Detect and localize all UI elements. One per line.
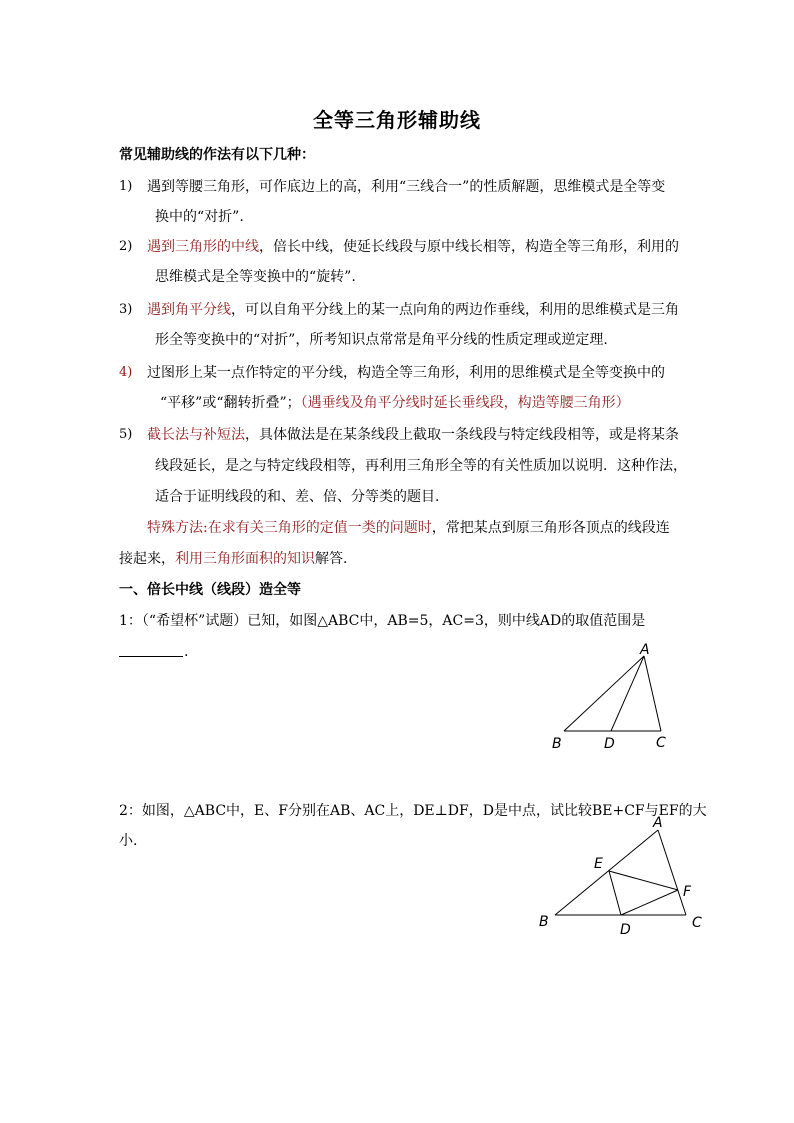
method-1-number: 1) xyxy=(119,179,133,194)
special-method-text-2a: 接起来， xyxy=(119,551,175,567)
fig1-side-ab xyxy=(564,656,644,731)
fig2-segment-ed xyxy=(609,871,621,915)
method-2-highlight: 遇到三角形的中线 xyxy=(147,239,259,255)
method-3-line-1-text: ，可以自角平分线上的某一点向角的两边作垂线，利用的思维模式是三角 xyxy=(231,302,679,318)
fig2-segment-df xyxy=(621,890,678,915)
fig2-label-a: A xyxy=(653,815,663,831)
special-method-line-2 xyxy=(119,549,347,569)
fig2-side-ac xyxy=(658,830,686,915)
fig2-label-e: E xyxy=(594,856,603,872)
fig1-label-a: A xyxy=(640,642,650,658)
page-title: 全等三角形辅助线 xyxy=(313,108,481,132)
method-2-line-1 xyxy=(147,237,679,257)
method-5-number: 5) xyxy=(119,427,133,442)
triangle-figure-2 xyxy=(530,810,710,940)
special-method-line-1 xyxy=(147,518,670,538)
special-method-highlight-1: 在求有关三角形的定值一类的问题时 xyxy=(207,520,432,536)
problem-2-text-line-1: 2：如图，△ABC中，E、F分别在AB、AC上，DE⊥DF，D是中点，试比较BE+CF与EF的大 xyxy=(119,803,707,819)
fig2-label-b: B xyxy=(539,914,549,930)
method-1-line-2: 换中的“对折”. xyxy=(155,209,244,225)
method-5-line-1-text: ，具体做法是在某条线段上截取一条线段与特定线段相等，或是将某条 xyxy=(245,427,679,443)
problem-2-text-line-2: 小. xyxy=(119,833,138,849)
problem-1-text: 1：（“希望杯”试题）已知，如图△ABC中，AB=5，AC=3，则中线AD的取值范围是 xyxy=(119,613,646,629)
fig1-label-b: B xyxy=(552,736,562,752)
fig2-label-c: C xyxy=(692,915,702,931)
fig1-label-d: D xyxy=(604,736,615,752)
special-method-highlight-2: 利用三角形面积的知识 xyxy=(175,551,315,567)
fig2-label-f: F xyxy=(683,884,692,900)
fig2-segment-ef xyxy=(609,871,678,890)
method-4-number: 4) xyxy=(119,365,133,380)
intro-heading: 常见辅助线的作法有以下几种： xyxy=(119,147,315,163)
fig1-side-ac xyxy=(644,656,661,731)
method-4-line-2-text: “平移”或“翻转折叠”； xyxy=(160,395,301,411)
special-method-text-2b: 解答. xyxy=(315,551,348,567)
fig2-label-d: D xyxy=(620,922,631,938)
method-2-line-2: 思维模式是全等变换中的“旋转”. xyxy=(155,269,356,285)
triangle-figure-1 xyxy=(540,640,680,760)
fig1-median-ad xyxy=(611,656,644,731)
method-4-line-1: 过图形上某一点作特定的平分线，构造全等三角形，利用的思维模式是全等变换中的 xyxy=(147,365,665,381)
fig1-label-c: C xyxy=(656,735,666,751)
method-3-line-1 xyxy=(147,300,679,320)
method-5-line-2: 线段延长，是之与特定线段相等，再利用三角形全等的有关性质加以说明．这种作法， xyxy=(155,458,687,474)
method-4-highlight: （遇垂线及角平分线时延长垂线段，构造等腰三角形） xyxy=(300,395,630,411)
section-1-heading: 一、倍长中线（线段）造全等 xyxy=(119,582,301,598)
special-method-text-1: ，常把某点到原三角形各顶点的线段连 xyxy=(431,520,670,536)
fig2-side-ab xyxy=(555,830,658,915)
method-5-highlight: 截长法与补短法 xyxy=(147,427,245,443)
special-method-label: 特殊方法: xyxy=(147,520,208,536)
method-4-line-2 xyxy=(160,393,630,413)
method-2-number: 2) xyxy=(119,239,133,254)
method-3-number: 3) xyxy=(119,302,133,317)
method-5-line-1 xyxy=(147,425,679,445)
method-1-line-1: 遇到等腰三角形，可作底边上的高，利用“三线合一”的性质解题，思维模式是全等变 xyxy=(147,179,666,195)
method-2-line-1-text: ，倍长中线，使延长线段与原中线长相等，构造全等三角形，利用的 xyxy=(259,239,679,255)
problem-1-period: . xyxy=(184,644,189,660)
answer-blank xyxy=(119,656,183,657)
method-3-line-2: 形全等变换中的“对折”，所考知识点常常是角平分线的性质定理或逆定理. xyxy=(155,332,608,348)
method-3-highlight: 遇到角平分线 xyxy=(147,302,231,318)
method-5-line-3: 适合于证明线段的和、差、倍、分等类的题目. xyxy=(155,489,440,505)
